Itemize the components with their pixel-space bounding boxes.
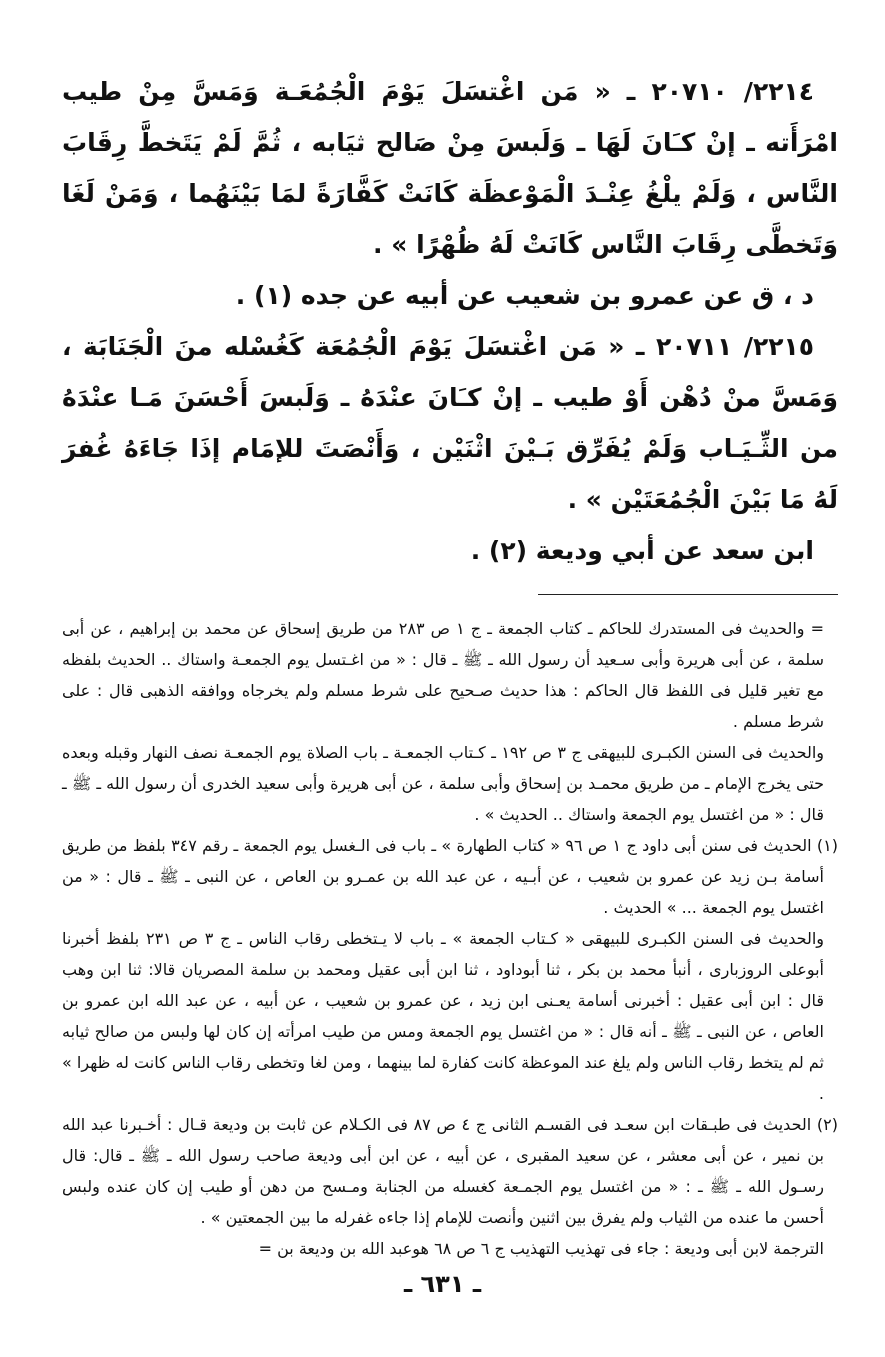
footnote-2: (٢) الحديث فى طبـقات ابن سعـد فى القسـم الثانى ج ٤ ص ٨٧ فى الكـلام عن ثابت بن وديعة قـال : أخـبرنا عبد الله بن نمير ، عن أبى معشر ، عن سعيد المقبرى ، عن أبيه ، عن ابن أبى وديعة صاحب رسول الله ـ ﷺ ـ قال: قال رسـول الله ـ ﷺ ـ : « من اغتسل يوم الجمـعة كغسله من الجنابة ومـسح من دهن أو طيب إن كان عنده ولبس أحسن ما عنده من الثياب ولم يفرق بين اثنين وأنصت للإمام إذا جاءه غفرله ما بين الجمعتين » . <box>62 1115 839 1227</box>
main-text <box>62 66 838 576</box>
hadith-2214: ٢٢١٤/ ٢٠٧١٠ ـ « مَن اغْتسَلَ يَوْمَ الْجُمُعَـة وَمَسَّ مِنْ طيب امْرَأَته ـ إنْ كـَانَ لَهَا ـ وَلَبسَ مِنْ صَالح ثيَابه ، ثُمَّ لَمْ يَتَخطَّ رِقَابَ النَّاس ، وَلَمْ يلْغُ عِنْـدَ الْمَوْعظَة كَانَتْ كَفَّارَةً لمَا بَيْنَهُما ، وَمَنْ لَغَا وَتَخطَّى رِقَابَ النَّاس كَانَتْ لَهُ ظُهْرًا » . <box>62 77 838 259</box>
page-body <box>62 66 838 1264</box>
footnote-continuation-1: = والحديث فى المستدرك للحاكم ـ كتاب الجمعة ـ ج ١ ص ٢٨٣ من طريق إسحاق عن محمد بن إبراهيم ، عن أبى سلمة ، عن أبى هريرة وأبى سـعيد أن رسول الله ـ ﷺ ـ قال : « من اغـتسل يوم الجمعـة واستاك .. الحديث بلفظه مع تغير قليل فى اللفظ قال الحاكم : هذا حديث صـحيح على شرط مسلم ولم يخرجاه ووافقه الذهبى قال : على شرط مسلم . <box>62 619 825 731</box>
footnote-1: (١) الحديث فى سنن أبى داود ج ١ ص ٩٦ « كتاب الطهارة » ـ باب فى الـغسل يوم الجمعة ـ رقم ٣٤٧ بلفظ من طريق أسامة بـن زيد عن عمرو بن شعيب ، عن أبـيه ، عن عبد الله بن عمـرو بن العاص ، عن النبى ـ ﷺ ـ قال : « من اغتسل يوم الجمعة ... » الحديث . <box>62 836 839 917</box>
hadith-2215-source: ابن سعد عن أبي وديعة (٢) . <box>470 536 814 565</box>
footnote-continuation-2: والحديث فى السنن الكبـرى للبيهقى ج ٣ ص ١٩٢ ـ كـتاب الجمعـة ـ باب الصلاة يوم الجمعـة نصف النهار وقبله وبعده حتى يخرج الإمام ـ من طريق محمـد بن إسحاق وأبى سلمة ، عن أبى هريرة وأبى سعيد الخدرى أن رسول الله ـ ﷺ ـ قال : « من اغتسل يوم الجمعة واستاك .. الحديث » . <box>62 743 825 824</box>
footnote-1-continuation: والحديث فى السنن الكبـرى للبيهقى « كـتاب الجمعة » ـ باب لا يـتخطى رقاب الناس ـ ج ٣ ص ٢٣١ بلفظ أخبرنا أبوعلى الروزبارى ، أنبأ محمد بن بكر ، ثنا أبوداود ، ثنا ابن أبى عقيل ومحمد بن سلمة المصريان قالا: ثنا ابن وهب قال : ابن أبى عقيل : أخبرنى أسامة يعـنى ابن زيد ، عن عمرو بن شعيب ، عن أبيه ، عن عبد الله ابن عمرو بن العاص ، عن النبى ـ ﷺ ـ أنه قال : « من اغتسل يوم الجمعة ومس من طيب امرأته إن كان لها ولبس من صالح ثيابه ثم لم يتخط رقاب الناس ولم يلغ عند الموعظة كانت كفارة لما بينهما ، ومن لغا وتخطى رقاب الناس كانت له ظهرا » . <box>62 929 825 1103</box>
footnote-divider <box>538 594 838 595</box>
page-number: ـ ٦٣١ ـ <box>403 1270 482 1298</box>
footnote-2-continuation: الترجمة لابن أبى وديعة : جاء فى تهذيب التهذيب ج ٦ ص ٦٨ هوعبد الله بن وديعة بن = <box>258 1239 824 1258</box>
hadith-2214-source: د ، ق عن عمرو بن شعيب عن أبيه عن جده (١) . <box>235 281 814 310</box>
hadith-2215: ٢٢١٥/ ٢٠٧١١ ـ « مَن اغْتسَلَ يَوْمَ الْجُمُعَة كَغُسْله منَ الْجَنَابَة ، وَمَسَّ منْ دُهْن أَوْ طيب ـ إنْ كـَانَ عنْدَهُ ـ وَلَبسَ أَحْسَنَ مَـا عنْدَهُ من الثِّـيَـاب وَلَمْ يُفَرِّق بَـيْنَ اثْنَيْن ، وَأَنْصَتَ للإمَام إذَا جَاءَهُ غُفرَ لَهُ مَا بَيْنَ الْجُمُعَتَيْن » . <box>62 332 838 514</box>
footnotes <box>62 613 838 1264</box>
